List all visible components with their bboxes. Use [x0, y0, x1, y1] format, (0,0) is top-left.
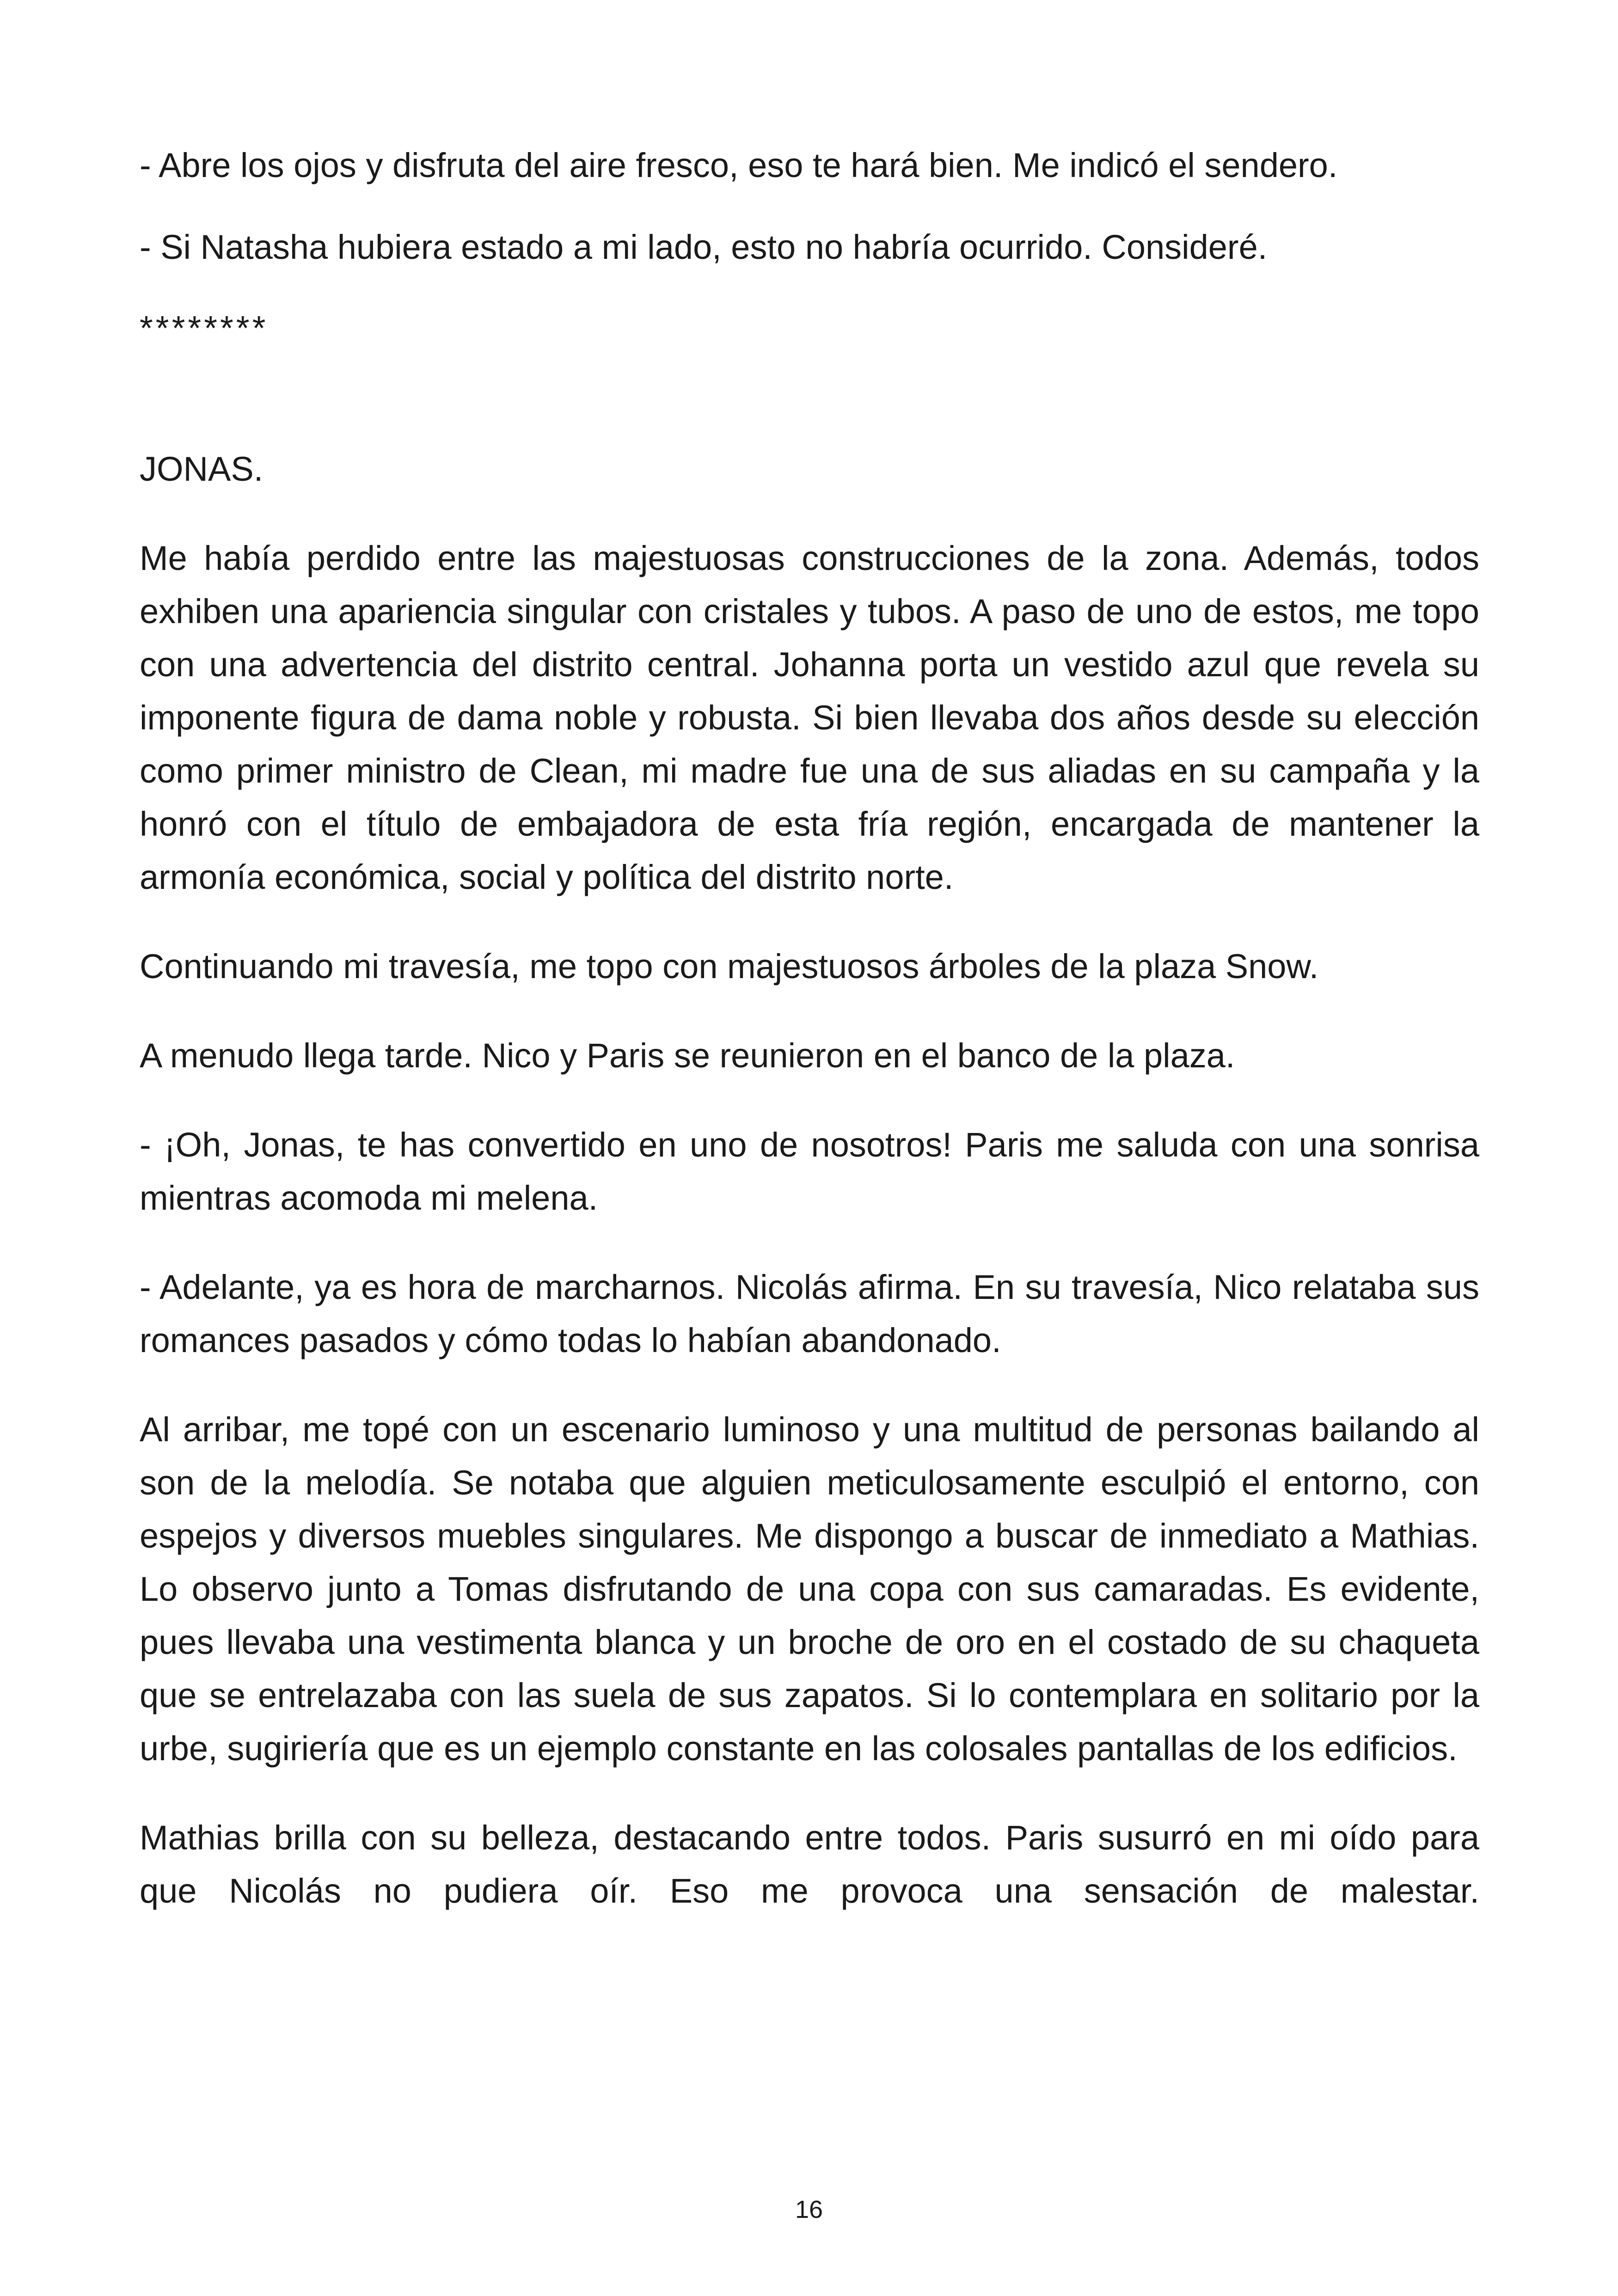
dialogue-paragraph: - Si Natasha hubiera estado a mi lado, esto no habría ocurrido. Consideré.	[140, 228, 1268, 266]
page-number: 16	[795, 2196, 823, 2223]
body-paragraph: Al arribar, me topé con un escenario luminoso y una multitud de personas bailando al son de la melodía. Se notaba que alguien meticulosamente esculpió el entorno, con espejos y diversos muebles singulares. Me dispongo a buscar de inmediato a Mathias. Lo observo junto a Tomas disfrutando de una copa con sus camaradas. Es evidente, pues llevaba una vestimenta blanca y un broche de oro en el costado de su chaqueta que se entrelazaba con las suela de sus zapatos. Si lo contemplara en solitario por la urbe, sugiriería que es un ejemplo constante en las colosales pantallas de los edificios.	[140, 1410, 1479, 1768]
dialogue-paragraph: - Adelante, ya es hora de marcharnos. Nicolás afirma. En su travesía, Nico relataba sus romances pasados y cómo todas lo habían abandonado.	[140, 1268, 1479, 1359]
body-paragraph: Continuando mi travesía, me topo con majestuosos árboles de la plaza Snow.	[140, 947, 1319, 986]
dialogue-paragraph: - Abre los ojos y disfruta del aire fresco, eso te hará bien. Me indicó el sendero.	[140, 146, 1338, 184]
dialogue-paragraph: - ¡Oh, Jonas, te has convertido en uno de nosotros! Paris me saluda con una sonrisa mientras acomoda mi melena.	[140, 1126, 1479, 1217]
body-paragraph: A menudo llega tarde. Nico y Paris se reunieron en el banco de la plaza.	[140, 1036, 1235, 1075]
body-paragraph: Mathias brilla con su belleza, destacando entre todos. Paris susurró en mi oído para que Nicolás no pudiera oír. Eso me provoca una sensación de malestar.	[140, 1818, 1479, 1910]
chapter-heading: JONAS.	[140, 450, 264, 488]
page-content	[140, 139, 1479, 1953]
spacer	[140, 274, 1479, 301]
body-paragraph: Me había perdido entre las majestuosas construcciones de la zona. Además, todos exhiben una apariencia singular con cristales y tubos. A paso de uno de estos, me topo con una advertencia del distrito central. Johanna porta un vestido azul que revela su imponente figura de dama noble y robusta. Si bien llevaba dos años desde su elección como primer ministro de Clean, mi madre fue una de sus aliadas en su campaña y la honró con el título de embajadora de esta fría región, encargada de mantener la armonía económica, social y política del distrito norte.	[140, 539, 1479, 896]
section-separator: ********	[140, 309, 269, 347]
spacer	[140, 355, 1479, 442]
